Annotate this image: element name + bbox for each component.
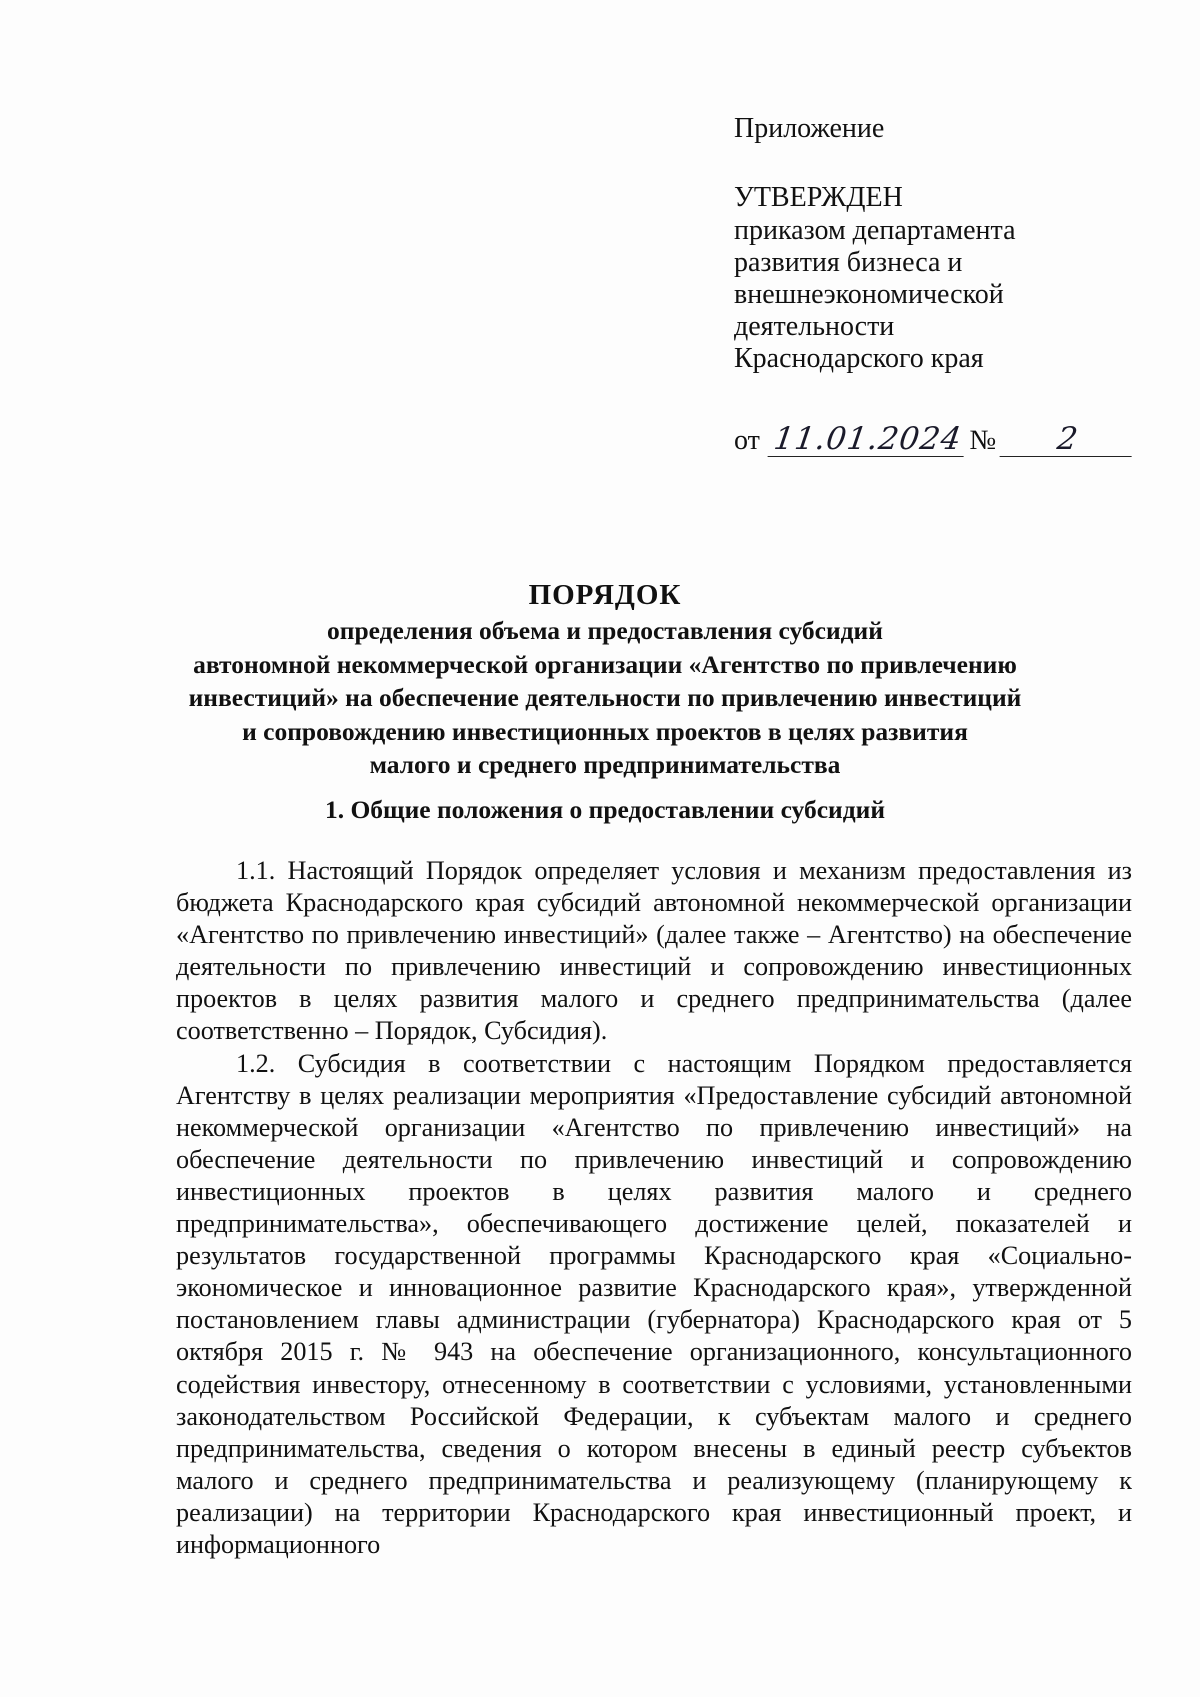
approval-block [734, 112, 1134, 457]
document-subtitle-line: инвестиций» на обеспечение деятельности по привлечению инвестиций [188, 683, 1022, 712]
order-line: развития бизнеса и [734, 247, 963, 278]
section-heading: 1. Общие положения о предоставлении субсидий [324, 795, 886, 824]
approved-label: УТВЕРЖДЕН [734, 182, 903, 213]
handwritten-order-number: 2 [1000, 422, 1137, 457]
document-subtitle-line: малого и среднего предпринимательства [369, 750, 841, 779]
order-line: деятельности [734, 311, 895, 342]
document-title: ПОРЯДОК [528, 579, 682, 611]
order-line: внешнеэкономической [734, 279, 1004, 310]
order-date-number-row [734, 422, 1134, 457]
document-subtitle-line: автономной некоммерческой организации «Агентство по привлечению [193, 649, 1017, 679]
order-line: Краснодарского края [734, 343, 984, 374]
date-prefix: от [734, 425, 760, 456]
paragraph-1-2: 1.2. Субсидия в соответствии с настоящим Порядком предоставляется Агентству в целях реализации мероприятия «Предоставление субсидий автономной некоммерческой организации «Агентство по привлечению инвестиций» на обеспечение деятельности по привлечению инвестиций и сопровождению инвестиционных проектов в целях развития малого и среднего предпринимательства», обеспечивающего достижение целей, показателей и результатов государственной программы Краснодарского края «Социально-экономическое и инновационное развитие Краснодарского края», утвержденной постановлением главы администрации (губернатора) Краснодарского края от 5 октября 2015 г. № 943 на обеспечение организационного, консультационного содействия инвестору, отнесенному в соответствии с условиями, установленными законодательством Российской Федерации, к субъектам малого и среднего предпринимательства, сведения о котором внесены в единый реестр субъектов малого и среднего предпринимательства и реализующему (планирующему к реализации) на территории Краснодарского края инвестиционный проект, и информационного [176, 1048, 1132, 1559]
document-title-block [150, 578, 1060, 782]
number-sign: № [969, 425, 997, 456]
document-subtitle-line: и сопровождению инвестиционных проектов в целях развития [242, 716, 968, 746]
section-body [176, 855, 1132, 1561]
order-line: приказом департамента [734, 215, 1016, 246]
paragraph-1-1: 1.1. Настоящий Порядок определяет условия и механизм предоставления из бюджета Краснодарского края субсидий автономной некоммерческой организации «Агентство по привлечению инвестиций» (далее также – Агентство) на обеспечение деятельности по привлечению инвестиций и сопровождению инвестиционных проектов в целях развития малого и среднего предпринимательства (далее соответственно – Порядок, Субсидия). [176, 856, 1132, 1046]
document-subtitle-line: определения объема и предоставления субсидий [327, 616, 883, 645]
appendix-label: Приложение [734, 113, 885, 144]
approving-order-text [734, 215, 1134, 375]
handwritten-order-date: 11.01.2024 [767, 422, 968, 457]
